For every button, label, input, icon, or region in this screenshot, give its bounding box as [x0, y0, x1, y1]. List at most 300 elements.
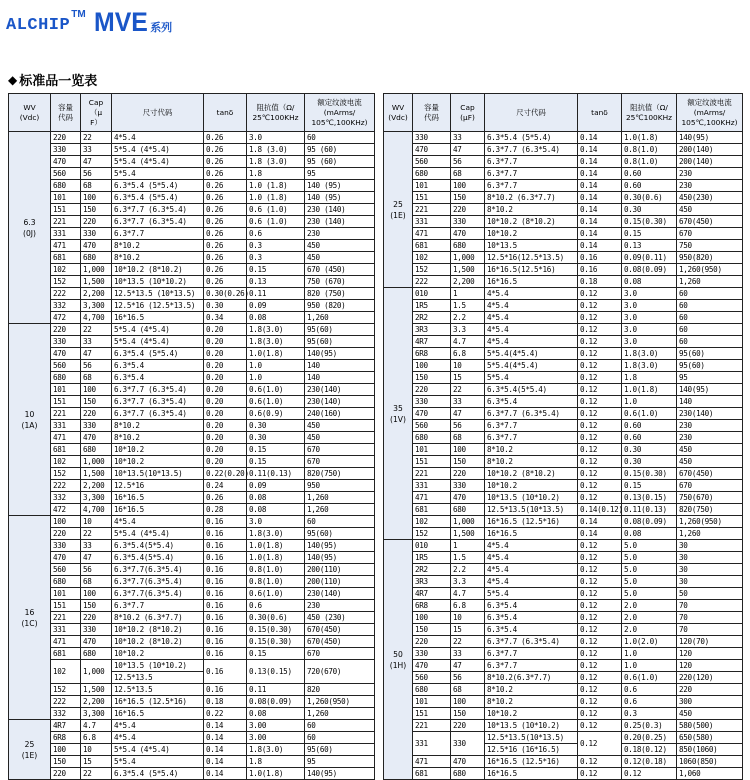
code-cell: 221: [413, 720, 451, 732]
ripple-cell: 1,260(950): [677, 264, 743, 276]
code-cell: 560: [413, 672, 451, 684]
impedance-cell: 0.13(0.15): [247, 660, 305, 684]
code-cell: 151: [51, 396, 81, 408]
header-wv-1: (Vdc): [19, 112, 40, 122]
code-cell: 471: [413, 492, 451, 504]
table-row: [9, 216, 375, 228]
tan-cell: 0.12: [578, 492, 622, 504]
code-cell: 222: [51, 288, 81, 300]
code-cell: 681: [51, 444, 81, 456]
ripple-cell: 200(110): [305, 576, 375, 588]
cap-cell: 68: [81, 372, 112, 384]
size-cell: 12.5*13.5 (10*13.5): [112, 288, 204, 300]
tan-cell: 0.12: [578, 636, 622, 648]
size-cell: 6.3*5.4 (5*5.4): [112, 768, 204, 780]
size-cell: 8*10.2: [485, 444, 578, 456]
size-cell: 6.3*7.7 (6.3*5.4): [485, 636, 578, 648]
ripple-cell: 450: [677, 444, 743, 456]
table-row: [384, 756, 743, 768]
code-cell: 681: [51, 252, 81, 264]
cap-cell: 100: [451, 696, 485, 708]
table-row: [384, 540, 743, 552]
table-row: [9, 156, 375, 168]
ripple-cell: 200(140): [677, 156, 743, 168]
table-row: [384, 444, 743, 456]
cap-cell: 3.3: [451, 324, 485, 336]
code-cell: 151: [51, 204, 81, 216]
table-row: [9, 708, 375, 720]
size-cell: 5*5.4: [485, 588, 578, 600]
ripple-cell: 240(160): [305, 408, 375, 420]
tan-cell: 0.12: [578, 672, 622, 684]
table-row: [384, 420, 743, 432]
table-row: [9, 252, 375, 264]
impedance-cell: 1.8(3.0): [247, 528, 305, 540]
tan-cell: 0.26: [204, 168, 247, 180]
tan-cell: 0.26: [204, 144, 247, 156]
impedance-cell: 1.8(3.0): [247, 324, 305, 336]
tan-cell: 0.12: [578, 432, 622, 444]
tan-cell: 0.20: [204, 384, 247, 396]
table-row: [9, 540, 375, 552]
header-impedance: [622, 94, 677, 132]
ripple-cell: 50: [677, 588, 743, 600]
table-row: [9, 180, 375, 192]
tan-cell: 0.16: [204, 552, 247, 564]
ripple-cell: 95: [677, 372, 743, 384]
size-cell: 6.3*7.7 (6.3*5.4): [112, 384, 204, 396]
size-cell: 12.5*13.5: [112, 684, 204, 696]
cap-cell: 6.8: [451, 600, 485, 612]
code-cell: 100: [51, 744, 81, 756]
brand-trademark: TM: [71, 9, 86, 20]
table-row: [9, 432, 375, 444]
impedance-cell: 0.6 (1.0): [247, 216, 305, 228]
code-cell: 2R2: [413, 564, 451, 576]
code-cell: 100: [51, 516, 81, 528]
ripple-cell: 140: [677, 396, 743, 408]
cap-cell: 1,500: [451, 528, 485, 540]
impedance-cell: 0.20(0.25): [622, 732, 677, 744]
ripple-cell: 140(95): [305, 552, 375, 564]
tan-cell: 0.16: [204, 648, 247, 660]
header-cap-2: F）: [90, 117, 102, 127]
wv-label: (1C): [21, 618, 38, 628]
impedance-cell: 0.15: [247, 648, 305, 660]
code-cell: 220: [51, 768, 81, 780]
wv-label: (1A): [21, 420, 38, 430]
tan-cell: 0.12: [578, 552, 622, 564]
tan-cell: 0.26: [204, 192, 247, 204]
code-cell: 680: [51, 372, 81, 384]
size-cell: 12.5*16(12.5*13.5): [485, 252, 578, 264]
size-cell: 8*10.2: [112, 252, 204, 264]
size-cell: 16*16.5 (12.5*16): [485, 756, 578, 768]
wv-group-cell: [9, 720, 51, 780]
size-cell: 6.3*7.7 (6.3*5.4): [112, 204, 204, 216]
impedance-cell: 2.0: [622, 612, 677, 624]
code-cell: 471: [51, 636, 81, 648]
table-row: [384, 360, 743, 372]
ripple-cell: 450(230): [677, 192, 743, 204]
header-tan: [578, 94, 622, 132]
ripple-cell: 95 (60): [305, 156, 375, 168]
size-cell: 6.3*5.4: [112, 360, 204, 372]
tan-cell: 0.14: [204, 720, 247, 732]
header-imp-0: 阻抗值（Ω/: [630, 102, 668, 112]
code-cell: 100: [413, 612, 451, 624]
ripple-cell: 140(95): [305, 540, 375, 552]
size-cell: 8*10.2 (6.3*7.7): [485, 192, 578, 204]
table-row: [9, 576, 375, 588]
cap-cell: 33: [81, 144, 112, 156]
ripple-cell: 450: [305, 420, 375, 432]
code-cell: 472: [51, 504, 81, 516]
size-cell: 10*10.2 (8*10.2): [485, 216, 578, 228]
tan-cell: 0.12: [578, 456, 622, 468]
ripple-cell: 140(95): [677, 132, 743, 144]
size-cell: 16*16.5: [485, 276, 578, 288]
impedance-cell: 0.6(1.0): [247, 588, 305, 600]
code-cell: 680: [51, 576, 81, 588]
impedance-cell: 0.30: [622, 456, 677, 468]
table-row: [9, 396, 375, 408]
header-code: [51, 94, 81, 132]
table-row: [384, 672, 743, 684]
code-cell: 681: [413, 240, 451, 252]
cap-cell: 47: [81, 552, 112, 564]
impedance-cell: 2.0: [622, 600, 677, 612]
cap-cell: 68: [451, 684, 485, 696]
tan-cell: 0.16: [204, 624, 247, 636]
header-imp-0: 阻抗值（Ω/: [256, 102, 295, 112]
cap-cell: 33: [81, 336, 112, 348]
header-code-1: 代码: [424, 112, 439, 122]
size-cell: 6.3*7.7 (6.3*5.4): [112, 408, 204, 420]
ripple-cell: 1060(850): [677, 756, 743, 768]
code-cell: 472: [51, 312, 81, 324]
table-row: [9, 192, 375, 204]
table-body-right: [384, 132, 743, 780]
table-row: [9, 132, 375, 144]
code-cell: 152: [413, 528, 451, 540]
size-cell: 6.3*7.7: [485, 432, 578, 444]
tan-cell: 0.34: [204, 312, 247, 324]
size-cell: 10*10.2: [112, 648, 204, 660]
impedance-cell: 0.3: [622, 708, 677, 720]
ripple-cell: 220: [677, 684, 743, 696]
ripple-cell: 750(670): [677, 492, 743, 504]
table-row: [384, 132, 743, 144]
table-row: [9, 636, 375, 648]
size-cell: 5*5.4 (4*5.4): [112, 324, 204, 336]
size-cell: 6.3*5.4 (5*5.4): [112, 192, 204, 204]
header-tan-0: tanδ: [591, 107, 608, 117]
cap-cell: 1: [451, 540, 485, 552]
wv-group-cell: [384, 540, 413, 780]
table-row: [384, 264, 743, 276]
ripple-cell: 650(580): [677, 732, 743, 744]
tan-cell: 0.16: [204, 636, 247, 648]
ripple-cell: 200(140): [677, 144, 743, 156]
brand-logo: [6, 6, 172, 36]
table-row: [9, 648, 375, 660]
impedance-cell: 1.0: [622, 396, 677, 408]
table-row: [384, 396, 743, 408]
table-row: [384, 516, 743, 528]
table-row: [9, 612, 375, 624]
header-tan-0: tanδ: [216, 107, 234, 117]
cap-cell: 150: [81, 396, 112, 408]
code-cell: 220: [51, 132, 81, 144]
tan-cell: 0.16: [578, 264, 622, 276]
cap-cell: 150: [81, 204, 112, 216]
impedance-cell: 1.8: [622, 372, 677, 384]
table-row: [384, 408, 743, 420]
size-cell: 10*10.2: [485, 708, 578, 720]
code-cell: 330: [413, 648, 451, 660]
cap-cell: 680: [451, 768, 485, 780]
cap-cell: 330: [451, 732, 485, 756]
impedance-cell: 1.0: [247, 372, 305, 384]
code-cell: 6R8: [413, 600, 451, 612]
size-cell: 4*5.4: [485, 336, 578, 348]
tan-cell: 0.12: [578, 600, 622, 612]
tan-cell: 0.14: [204, 756, 247, 768]
code-cell: 332: [51, 708, 81, 720]
impedance-cell: 0.60: [622, 420, 677, 432]
cap-cell: 56: [451, 420, 485, 432]
impedance-cell: 0.30: [622, 204, 677, 216]
impedance-cell: 0.08(0.09): [622, 516, 677, 528]
header-size: [112, 94, 204, 132]
tan-cell: 0.26: [204, 204, 247, 216]
impedance-cell: 1.8(3.0): [247, 336, 305, 348]
impedance-cell: 3.0: [622, 336, 677, 348]
size-cell: 4*5.4: [485, 312, 578, 324]
code-cell: 681: [413, 504, 451, 516]
table-row: [9, 516, 375, 528]
ripple-cell: 950(820): [677, 252, 743, 264]
impedance-cell: 0.3: [247, 240, 305, 252]
ripple-cell: 230(140): [305, 384, 375, 396]
cap-cell: 330: [451, 216, 485, 228]
header-code-0: 容量: [424, 102, 439, 112]
impedance-cell: 3.00: [247, 732, 305, 744]
tan-cell: 0.12: [578, 288, 622, 300]
header-size: [485, 94, 578, 132]
cap-cell: 100: [81, 192, 112, 204]
cap-cell: 470: [81, 432, 112, 444]
table-row: [384, 456, 743, 468]
ripple-cell: 60: [677, 300, 743, 312]
table-row: [9, 240, 375, 252]
code-cell: 101: [51, 588, 81, 600]
header-cap: [81, 94, 112, 132]
header-cap-r-0: Cap: [460, 102, 475, 112]
cap-cell: 680: [81, 252, 112, 264]
table-row: [9, 696, 375, 708]
wv-label: (1E): [21, 750, 38, 760]
table-row: [9, 288, 375, 300]
tan-cell: 0.12: [578, 624, 622, 636]
impedance-cell: 5.0: [622, 564, 677, 576]
table-row: [9, 720, 375, 732]
ripple-cell: 230: [677, 180, 743, 192]
cap-cell: 1,000: [81, 456, 112, 468]
wv-label: 10: [24, 409, 35, 419]
ripple-cell: 450 (230): [305, 612, 375, 624]
size-cell: 6.3*5.4 (5*5.4): [485, 132, 578, 144]
table-row: [9, 444, 375, 456]
code-cell: 331: [413, 732, 451, 756]
tan-cell: 0.26: [204, 180, 247, 192]
size-cell: 8*10.2: [485, 456, 578, 468]
size-cell: 6.3*7.7: [485, 420, 578, 432]
size-cell: 6.3*7.7 (6.3*5.4): [112, 216, 204, 228]
cap-cell: 330: [81, 228, 112, 240]
cap-cell: 4.7: [451, 336, 485, 348]
table-row: [9, 456, 375, 468]
code-cell: 152: [51, 468, 81, 480]
size-cell: 6.3*7.7 (6.3*5.4): [485, 144, 578, 156]
ripple-cell: 95(60): [677, 348, 743, 360]
impedance-cell: 3.0: [622, 288, 677, 300]
code-cell: 6R8: [51, 732, 81, 744]
ripple-cell: 670: [305, 444, 375, 456]
impedance-cell: 1.0(1.8): [622, 132, 677, 144]
tan-cell: 0.26: [204, 216, 247, 228]
tan-cell: 0.16: [204, 540, 247, 552]
cap-cell: 150: [451, 192, 485, 204]
ripple-cell: 120(70): [677, 636, 743, 648]
cap-cell: 1,000: [451, 252, 485, 264]
impedance-cell: 0.13: [247, 276, 305, 288]
cap-cell: 2,200: [451, 276, 485, 288]
header-rip-0: 额定纹波电流: [317, 97, 362, 107]
tan-cell: 0.12: [578, 420, 622, 432]
code-cell: 330: [413, 132, 451, 144]
impedance-cell: 0.12: [622, 768, 677, 780]
impedance-cell: 0.3: [247, 252, 305, 264]
size-cell: 4*5.4: [112, 516, 204, 528]
impedance-cell: 0.15: [247, 444, 305, 456]
impedance-cell: 0.30: [247, 432, 305, 444]
impedance-cell: 0.8(1.0): [622, 144, 677, 156]
size-cell: 8*10.2: [112, 240, 204, 252]
table-row: [9, 564, 375, 576]
cap-cell: 33: [451, 648, 485, 660]
ripple-cell: 30: [677, 576, 743, 588]
impedance-cell: 2.0: [622, 624, 677, 636]
size-cell: 5*5.4(4*5.4): [485, 360, 578, 372]
wv-label: 25: [393, 199, 403, 209]
table-row: [9, 408, 375, 420]
header-wv-1: (Vdc): [388, 112, 408, 122]
table-row: [384, 240, 743, 252]
impedance-cell: 0.6: [622, 684, 677, 696]
ripple-cell: 1,260: [305, 492, 375, 504]
cap-cell: 22: [81, 528, 112, 540]
impedance-cell: 0.13(0.15): [622, 492, 677, 504]
code-cell: 681: [51, 648, 81, 660]
size-cell: 6.3*7.7: [112, 600, 204, 612]
impedance-cell: 0.08(0.09): [247, 696, 305, 708]
code-cell: 330: [413, 396, 451, 408]
header-cap-1: （μ: [89, 107, 103, 117]
table-row: [384, 528, 743, 540]
ripple-cell: 670: [305, 456, 375, 468]
tan-cell: 0.16: [204, 564, 247, 576]
size-cell: 5*5.4 (4*5.4): [112, 528, 204, 540]
cap-cell: 220: [81, 216, 112, 228]
tan-cell: 0.26: [204, 276, 247, 288]
tan-cell: 0.12: [578, 612, 622, 624]
size-cell: 6.3*7.7(6.3*5.4): [112, 588, 204, 600]
code-cell: 680: [51, 180, 81, 192]
ripple-cell: 230: [677, 420, 743, 432]
table-row: [384, 576, 743, 588]
table-row: [9, 480, 375, 492]
size-cell: 10*13.5 (10*10.2): [112, 276, 204, 288]
ripple-cell: 60: [677, 288, 743, 300]
table-row: [384, 648, 743, 660]
table-row: [9, 624, 375, 636]
size-cell: 5*5.4 (4*5.4): [112, 744, 204, 756]
code-cell: 222: [413, 276, 451, 288]
table-row: [384, 216, 743, 228]
size-cell: 10*10.2: [485, 228, 578, 240]
impedance-cell: 5.0: [622, 588, 677, 600]
size-cell: 12.5*13.5(10*13.5): [485, 732, 578, 744]
size-cell: 6.3*7.7: [485, 156, 578, 168]
tan-cell: 0.12: [578, 732, 622, 756]
table-row: [9, 372, 375, 384]
size-cell: 6.3*5.4(5*5.4): [112, 540, 204, 552]
tan-cell: 0.14: [204, 744, 247, 756]
code-cell: 560: [413, 420, 451, 432]
code-cell: 470: [413, 144, 451, 156]
tan-cell: 0.12: [578, 300, 622, 312]
wv-label: (0J): [23, 228, 36, 238]
tan-cell: 0.26: [204, 492, 247, 504]
size-cell: 16*16.5: [485, 768, 578, 780]
ripple-cell: 450: [677, 204, 743, 216]
tan-cell: 0.20: [204, 372, 247, 384]
size-cell: 10*10.2 (8*10.2): [112, 264, 204, 276]
ripple-cell: 60: [305, 516, 375, 528]
code-cell: 3R3: [413, 576, 451, 588]
section-title-text: 标准品一览表: [19, 74, 98, 89]
cap-cell: 1.5: [451, 300, 485, 312]
table-row: [9, 600, 375, 612]
ripple-cell: 450: [305, 252, 375, 264]
code-cell: 470: [51, 552, 81, 564]
tan-cell: 0.12: [578, 396, 622, 408]
tan-cell: 0.26: [204, 240, 247, 252]
wv-label: 25: [24, 739, 35, 749]
cap-cell: 680: [81, 444, 112, 456]
ripple-cell: 60: [305, 720, 375, 732]
cap-cell: 3.3: [451, 576, 485, 588]
table-row: [384, 708, 743, 720]
tan-cell: 0.12: [578, 720, 622, 732]
cap-cell: 33: [451, 396, 485, 408]
code-cell: 102: [51, 660, 81, 684]
size-cell: 8*10.2(6.3*7.7): [485, 672, 578, 684]
cap-cell: 4,700: [81, 504, 112, 516]
impedance-cell: 0.11: [247, 288, 305, 300]
